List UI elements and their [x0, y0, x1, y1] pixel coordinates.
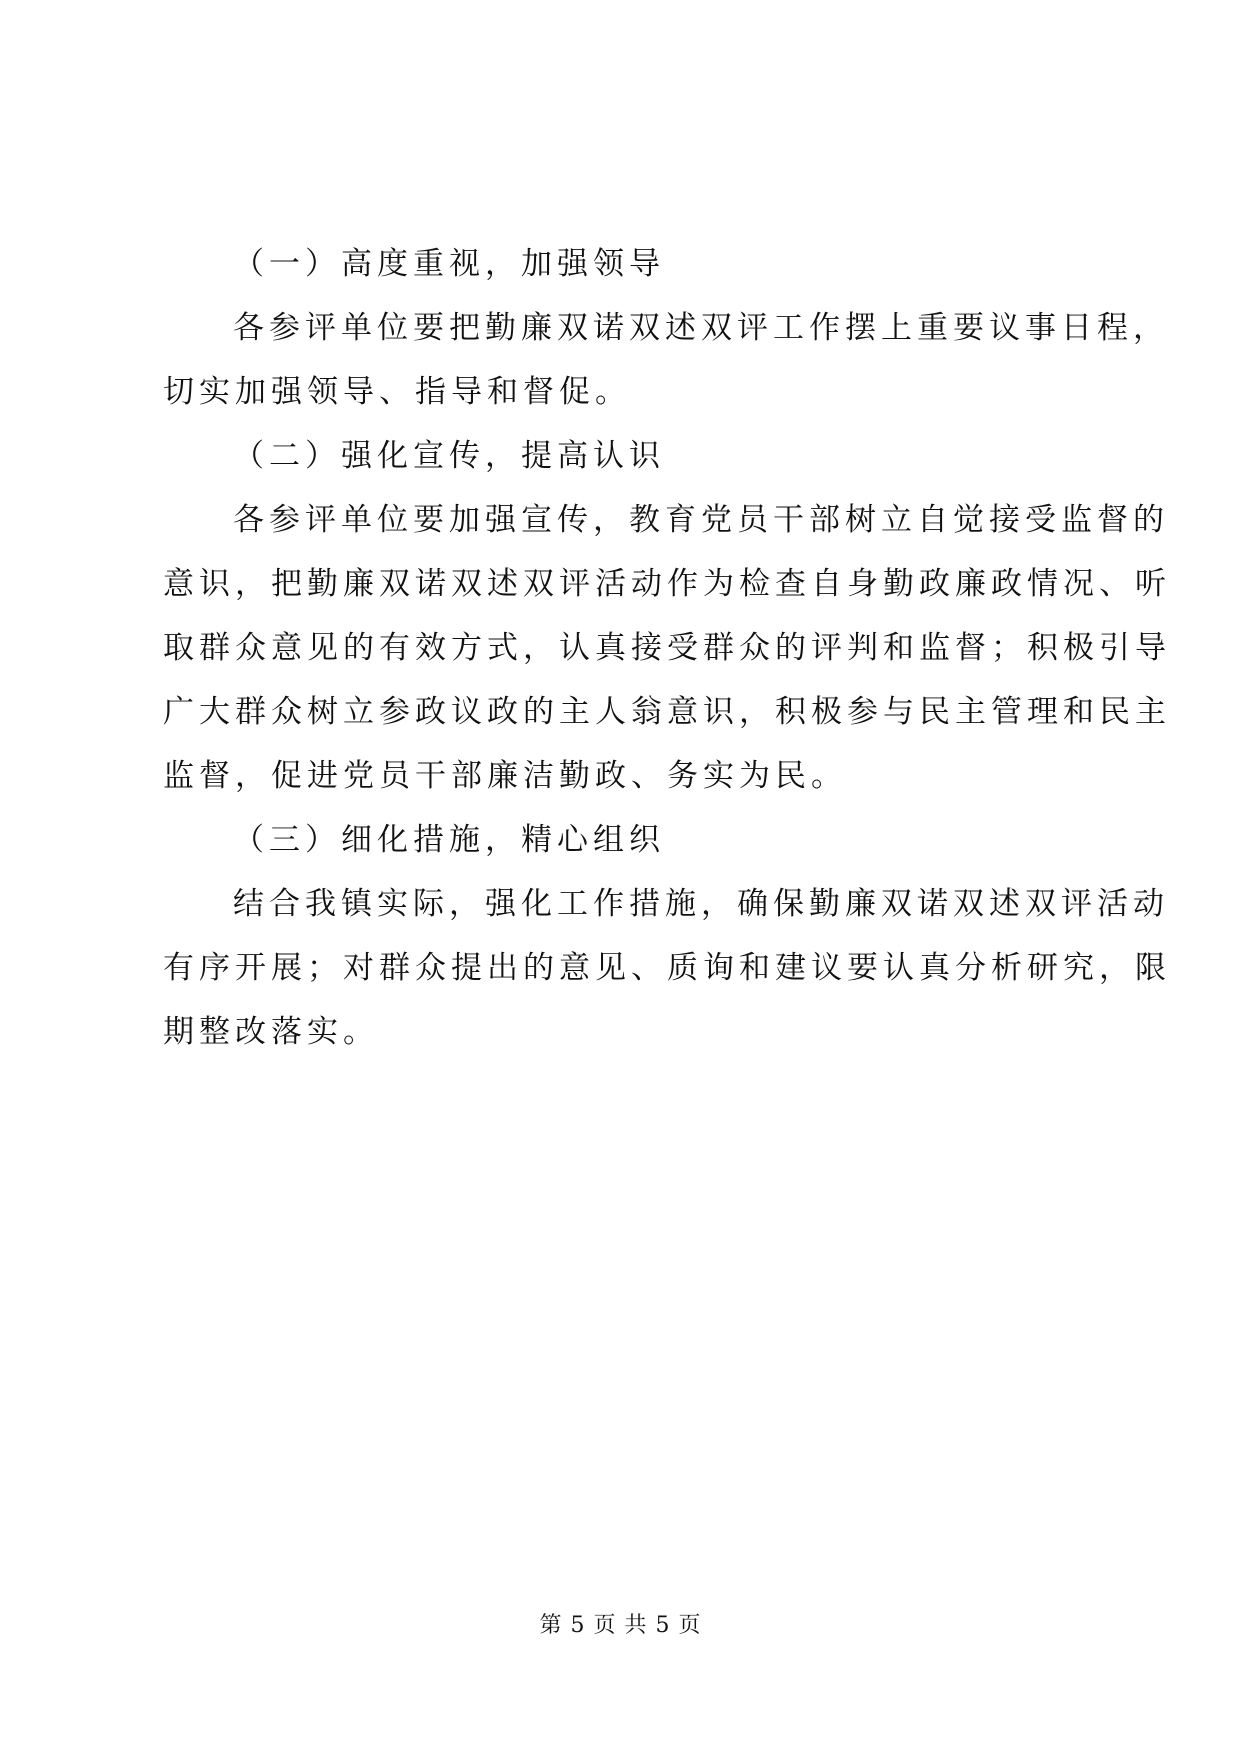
document-body [163, 232, 1171, 1064]
section-heading-1: （一）高度重视，加强领导 [233, 246, 665, 282]
paragraph-line: 结合我镇实际，强化工作措施，确保勤廉双诺双述双评活动 [233, 886, 1169, 922]
section-heading-3: （三）细化措施，精心组织 [233, 822, 665, 858]
paragraph-line: 切实加强领导、指导和督促。 [163, 374, 631, 410]
paragraph-line: 监督，促进党员干部廉洁勤政、务实为民。 [163, 758, 847, 794]
paragraph-line: 广大群众树立参政议政的主人翁意识，积极参与民主管理和民主 [163, 694, 1171, 730]
paragraph-line: 期整改落实。 [163, 1014, 379, 1050]
page-number-footer: 第 5 页 共 5 页 [539, 1613, 702, 1638]
paragraph-line: 有序开展；对群众提出的意见、质询和建议要认真分析研究，限 [163, 950, 1171, 986]
paragraph-line: 取群众意见的有效方式，认真接受群众的评判和监督；积极引导 [163, 630, 1171, 666]
section-heading-2: （二）强化宣传，提高认识 [233, 438, 665, 474]
paragraph-line: 各参评单位要加强宣传，教育党员干部树立自觉接受监督的 [233, 502, 1169, 538]
paragraph-line: 意识，把勤廉双诺双述双评活动作为检查自身勤政廉政情况、听 [163, 566, 1171, 602]
paragraph-line: 各参评单位要把勤廉双诺双述双评工作摆上重要议事日程， [233, 310, 1169, 346]
